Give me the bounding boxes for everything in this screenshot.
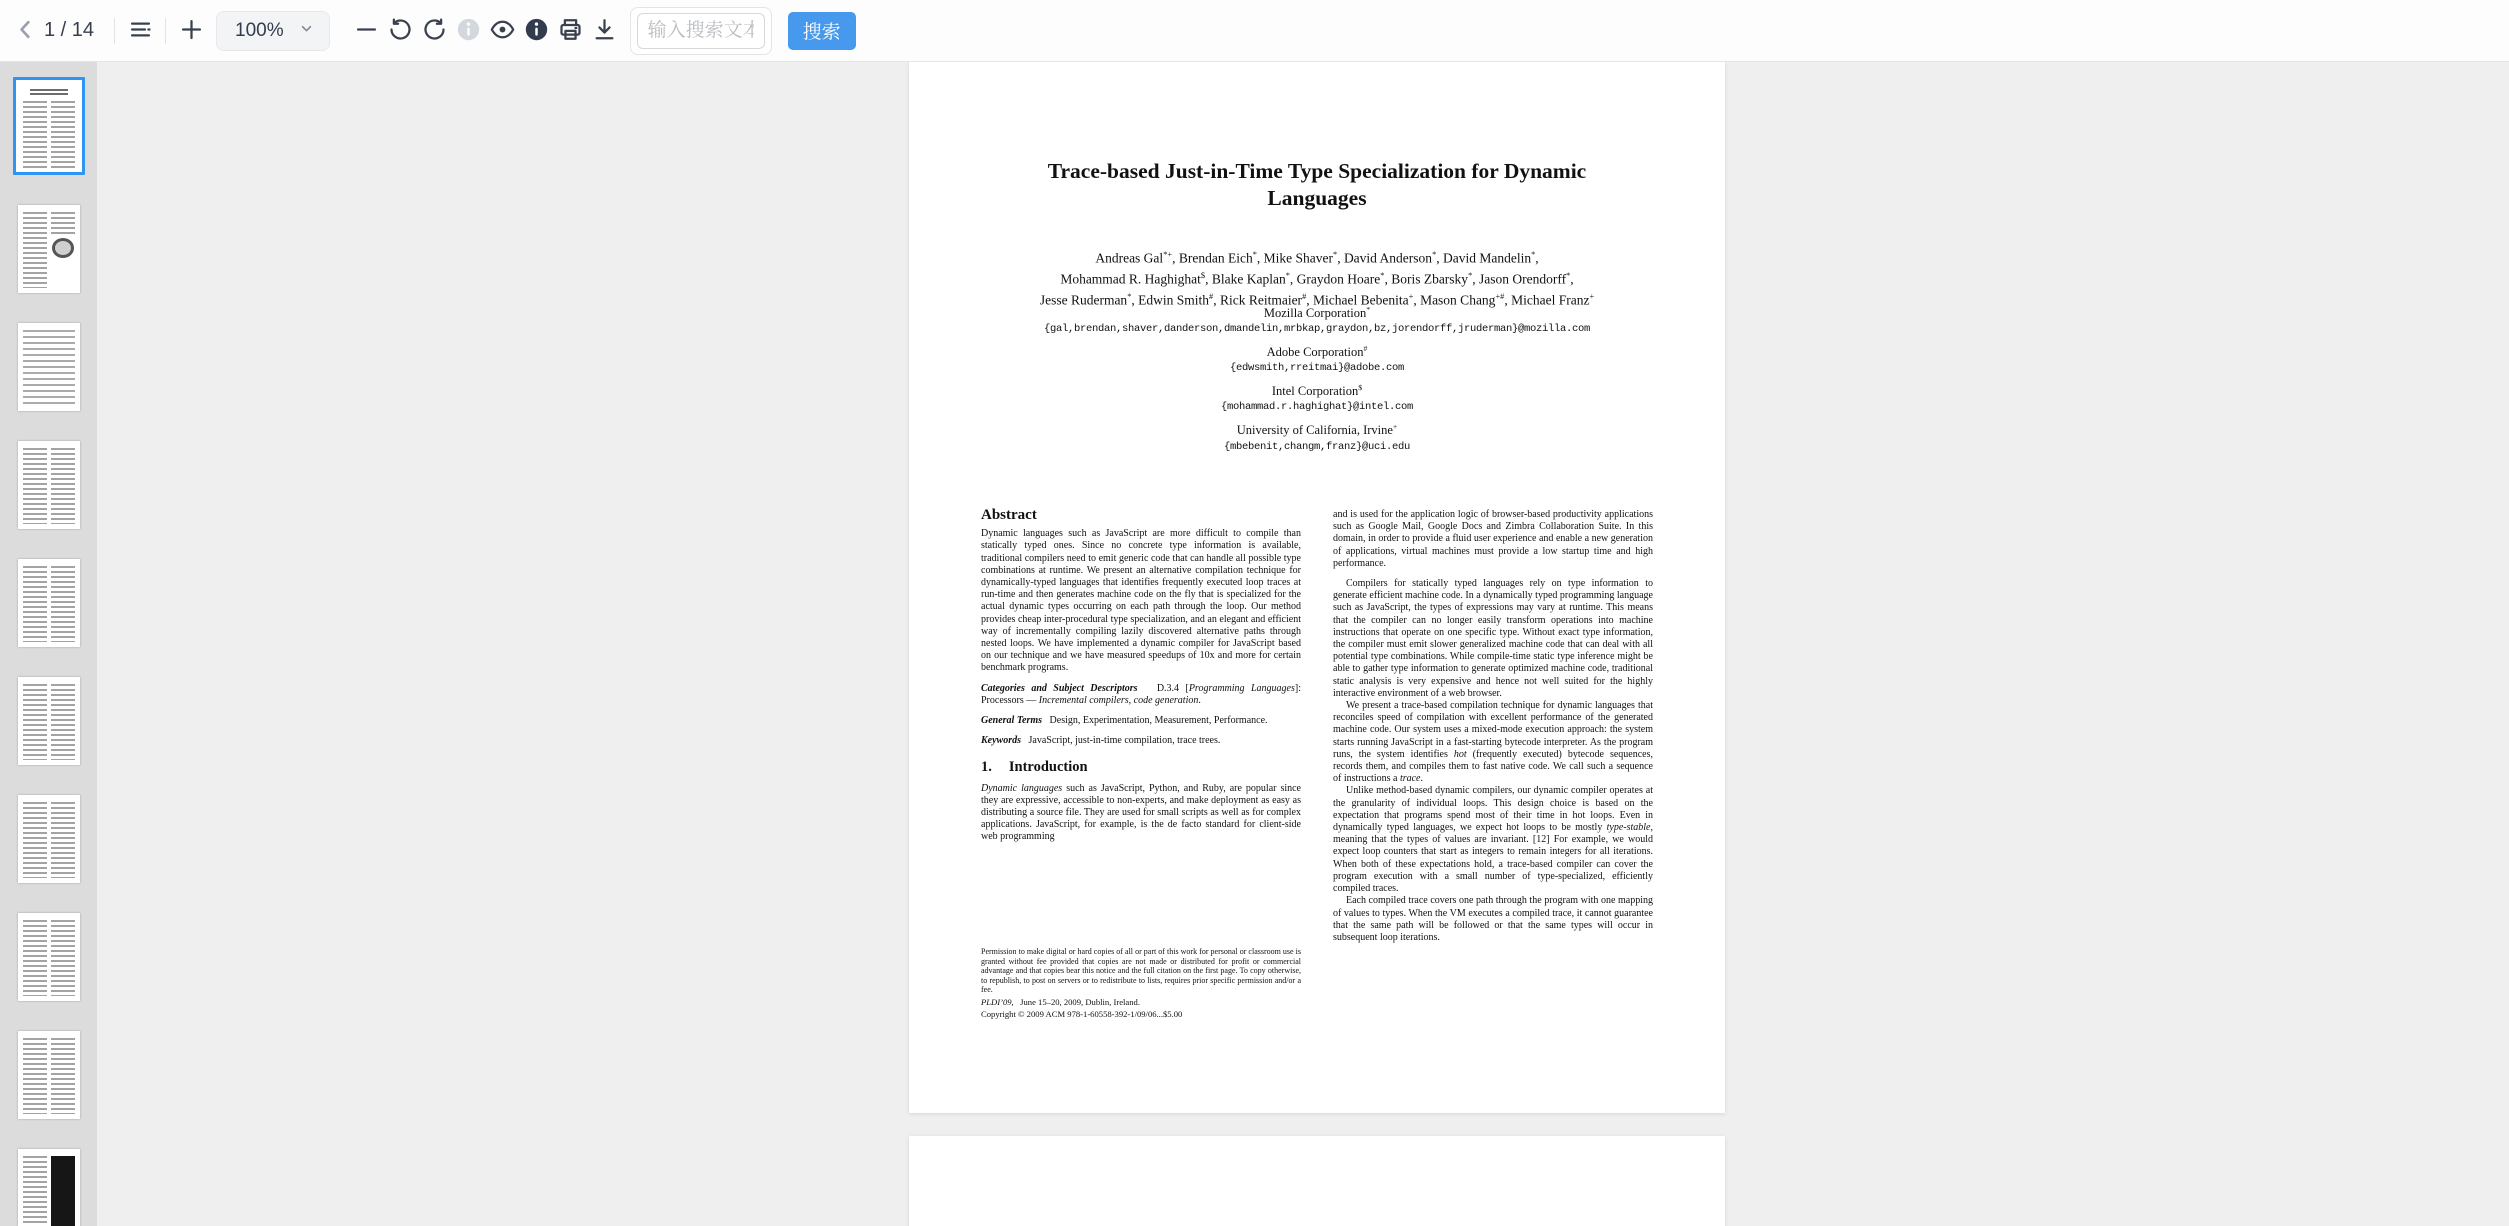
left-column [981,509,1301,944]
printer-icon [557,16,584,46]
toolbar-divider [165,18,166,44]
chevron-down-icon [298,20,315,42]
thumbnail-page-preview [18,441,80,529]
author-line: Jesse Ruderman*, Edwin Smith#, Rick Reitmaier#, Michael Bebenita+, Mason Chang+#, Michael Franz+ [1039,292,1595,308]
right-column [1333,509,1653,944]
chevron-left-icon [12,16,39,46]
paper-two-columns [981,509,1653,944]
thumb-text-lines [23,101,47,170]
download-icon [591,16,618,46]
document-info-button[interactable] [522,12,552,50]
affiliation-email: {edwsmith,rreitmai}@adobe.com [1229,362,1405,375]
download-button[interactable] [590,12,620,50]
page-thumbnail-5[interactable] [18,559,80,647]
paper-title: Trace-based Just-in-Time Type Specialization for Dynamic Languages [1047,159,1587,210]
info-disabled-button [454,12,484,50]
rotate-ccw-button[interactable] [386,12,416,50]
author-line: Andreas Gal*+, Brendan Eich*, Mike Shaver*, David Anderson*, David Mandelin*, [1095,250,1539,266]
thumb-text-lines [23,566,47,642]
thumbnail-page-preview [18,913,80,1001]
thumb-text-lines [23,1038,47,1114]
eye-icon [489,16,516,46]
affiliation-name: Adobe Corporation# [1266,344,1368,360]
zoom-in-button[interactable] [176,12,206,50]
list-lines-icon [127,16,154,46]
thumb-text-lines [51,566,75,642]
thumbnail-page-preview [18,82,80,170]
affiliation-name: Mozilla Corporation* [1263,305,1371,321]
page-thumbnail-4[interactable] [18,441,80,529]
view-settings-button[interactable] [488,12,518,50]
thumb-text-lines [51,1038,75,1114]
search-button[interactable]: 搜索 [788,12,856,50]
copyright-footnote [981,947,1301,1020]
section-1-heading [981,759,1301,776]
affiliation-email: {gal,brendan,shaver,danderson,dmandelin,mrbkap,graydon,bz,jorendorff,jruderman}@mozilla.com [1043,323,1591,336]
rotate-cw-button[interactable] [420,12,450,50]
page-thumbnail-10[interactable] [18,1149,80,1226]
thumb-columns [23,684,75,760]
info-circle-icon [523,16,550,46]
document-viewer[interactable] [97,62,2509,1226]
section-title: Introduction [1008,759,1088,776]
thumb-columns [23,101,75,170]
body-paragraph: We present a trace-based compilation technique for dynamic languages that reconciles speed of compilation with excellent performance of the generated machine code. Our system uses a mixed-mode execution approach: the system starts running JavaScript in a fast-starting bytecode interpreter. As the program runs, the system identifies hot (frequently executed) bytecode sequences, records them, and compiles them to fast native code. We call such a sequence of instructions a trace. [1333,700,1653,785]
page-thumbnail-9[interactable] [18,1031,80,1119]
thumb-columns [23,1038,75,1114]
thumbnails-toggle-button[interactable] [125,12,155,50]
prev-page-button[interactable] [10,12,40,50]
venue-line: PLDI’09, June 15–20, 2009, Dublin, Ireland. [981,996,1140,1007]
thumb-text-lines [23,1156,47,1226]
page-thumbnail-7[interactable] [18,795,80,883]
thumbnail-page-preview [18,677,80,765]
thumb-text-lines [51,101,75,170]
thumbnail-page-preview [18,559,80,647]
thumb-figure-column [51,212,75,288]
toolbar [0,0,2509,62]
section-number: 1. [981,759,992,776]
thumbnail-page-preview [18,795,80,883]
thumb-text-lines [23,920,47,996]
affiliation-name: University of California, Irvine+ [1236,422,1398,438]
thumbnail-page-preview [18,1149,80,1226]
thumbnail-page-preview [18,205,80,293]
thumb-columns [23,448,75,524]
thumb-columns [23,802,75,878]
zoom-level-value: 100% [235,19,284,41]
search-input[interactable] [637,13,765,49]
thumb-text-lines [51,920,75,996]
keywords-paragraph: Keywords JavaScript, just-in-time compilation, trace trees. [981,735,1221,747]
thumb-text-lines [51,802,75,878]
rotate-ccw-icon [387,16,414,46]
zoom-out-button[interactable] [352,12,382,50]
body-paragraph: Each compiled trace covers one path through the program with one mapping of values to types. When the VM executes a compiled trace, it cannot guarantee that the same path will be followed or that the same types will occur in subsequent loop iterations. [1333,895,1653,943]
toolbar-icon-group [352,12,620,50]
thumb-text-lines [51,448,75,524]
affiliation-email: {mbebenit,changm,franz}@uci.edu [1223,440,1411,453]
thumb-code-lines [23,330,75,406]
print-button[interactable] [556,12,586,50]
plus-icon [178,16,205,46]
thumb-text-lines [51,212,75,234]
thumb-text-lines [23,684,47,760]
abstract-paragraph: Dynamic languages such as JavaScript are more difficult to compile than statically typed ones. Since no concrete type information is available, traditional compilers need to emit generic code that can handle all possible type combinations at runtime. We present an alternative compilation technique for dynamically-typed languages that identifies frequently executed loop traces at run-time and then generates machine code on the fly that is specialized for the actual dynamic types occurring on each path through the loop. Our method provides cheap inter-procedural type specialization, and an elegant and efficient way of incrementally compiling lazily discovered alternative paths through nested loops. We have implemented a dynamic compiler for JavaScript based on our technique and we have measured speedups of 10x and more for certain benchmark programs. [981,528,1301,674]
thumb-columns [23,566,75,642]
thumb-text-lines [23,448,47,524]
minus-icon [353,16,380,46]
page-thumbnail-3[interactable] [18,323,80,411]
page-thumbnail-6[interactable] [18,677,80,765]
thumbnail-page-preview [18,1031,80,1119]
thumbnail-page-preview [18,323,80,411]
thumbnail-sidebar [0,62,97,1226]
thumb-title-lines [30,89,68,96]
affiliation-email: {mohammad.r.haghighat}@intel.com [1220,401,1414,414]
info-circle-disabled-icon [455,16,482,46]
intro-paragraph: Dynamic languages such as JavaScript, Python, and Ruby, are popular since they are expressive, accessible to non-experts, and make deployment as easy as distributing a source file. They are used for small scripts as well as for complex applications. JavaScript, for example, is the de facto standard for client-side web programming [981,782,1301,843]
thumb-figure [52,238,74,258]
zoom-level-dropdown[interactable] [216,11,330,51]
categories-paragraph: Categories and Subject Descriptors D.3.4 [Programming Languages]: Processors — Incremental compilers, code generation. [981,682,1301,706]
paper-affiliations [967,296,1667,453]
page-thumbnail-1[interactable] [13,77,85,175]
thumb-columns [23,212,75,288]
rotate-cw-icon [421,16,448,46]
copyright-line: Copyright © 2009 ACM 978-1-60558-392-1/09/06...$5.00 [981,1009,1183,1020]
author-line: Mohammad R. Haghighat$, Blake Kaplan*, Graydon Hoare*, Boris Zbarsky*, Jason Orendorff*, [1060,271,1574,287]
search-box [630,7,772,55]
thumb-text-lines [23,802,47,878]
body-paragraph: Unlike method-based dynamic compilers, our dynamic compiler operates at the granularity of individual loops. This design choice is based on the expectation that programs spend most of their time in hot loops. Even in dynamically typed languages, we expect hot loops to be mostly type-stable, meaning that the types of values are invariant. [12] For example, we would expect loop counters that start as integers to remain integers for all iterations. When both of these expectations hold, a trace-based compiler can cover the program execution with a small number of type-specialized, efficiently compiled traces. [1333,785,1653,895]
page-indicator: 1 / 14 [44,19,95,41]
permission-text: Permission to make digital or hard copies of all or part of this work for personal or classroom use is granted without fee provided that copies are not made or distributed for profit or commercial advantage and that copies bear this notice and the full citation on the first page. To copy otherwise, to republish, to post on servers or to redistribute to lists, requires prior specific permission and/or a fee. [981,947,1301,995]
toolbar-divider [114,18,115,44]
thumb-text-lines [23,212,47,288]
pdf-page-2 [909,1136,1725,1226]
thumb-columns [23,1156,75,1226]
thumb-dark-figure [51,1156,75,1226]
affiliation-name: Intel Corporation$ [1271,383,1363,399]
pdf-page-1 [909,62,1725,1113]
abstract-heading: Abstract [981,507,1037,523]
thumb-text-lines [51,684,75,760]
body-paragraph: Compilers for statically typed languages rely on type information to generate efficient machine code. In a dynamically typed programming language such as JavaScript, the types of expressions may vary at runtime. This means that the compiler can no longer easily transform operations into machine instructions that operate on one specific type. Without exact type information, the compiler must emit slower generalized machine code that can deal with all potential type combinations. While compile-time static type inference might be able to gather type information to generate optimized machine code, traditional static analysis is very expensive and hence not well suited for the highly interactive environment of a web browser. [1333,578,1653,699]
general-terms-paragraph: General Terms Design, Experimentation, Measurement, Performance. [981,715,1268,727]
thumb-columns [23,330,75,406]
page-thumbnail-8[interactable] [18,913,80,1001]
body-paragraph: and is used for the application logic of browser-based productivity applications such as Google Mail, Google Docs and Zimbra Collaboration Suite. In this domain, in order to provide a fluid user experience and enable a new generation of applications, virtual machines must provide a low startup time and high performance. [1333,509,1653,569]
page-thumbnail-2[interactable] [18,205,80,293]
thumb-columns [23,920,75,996]
